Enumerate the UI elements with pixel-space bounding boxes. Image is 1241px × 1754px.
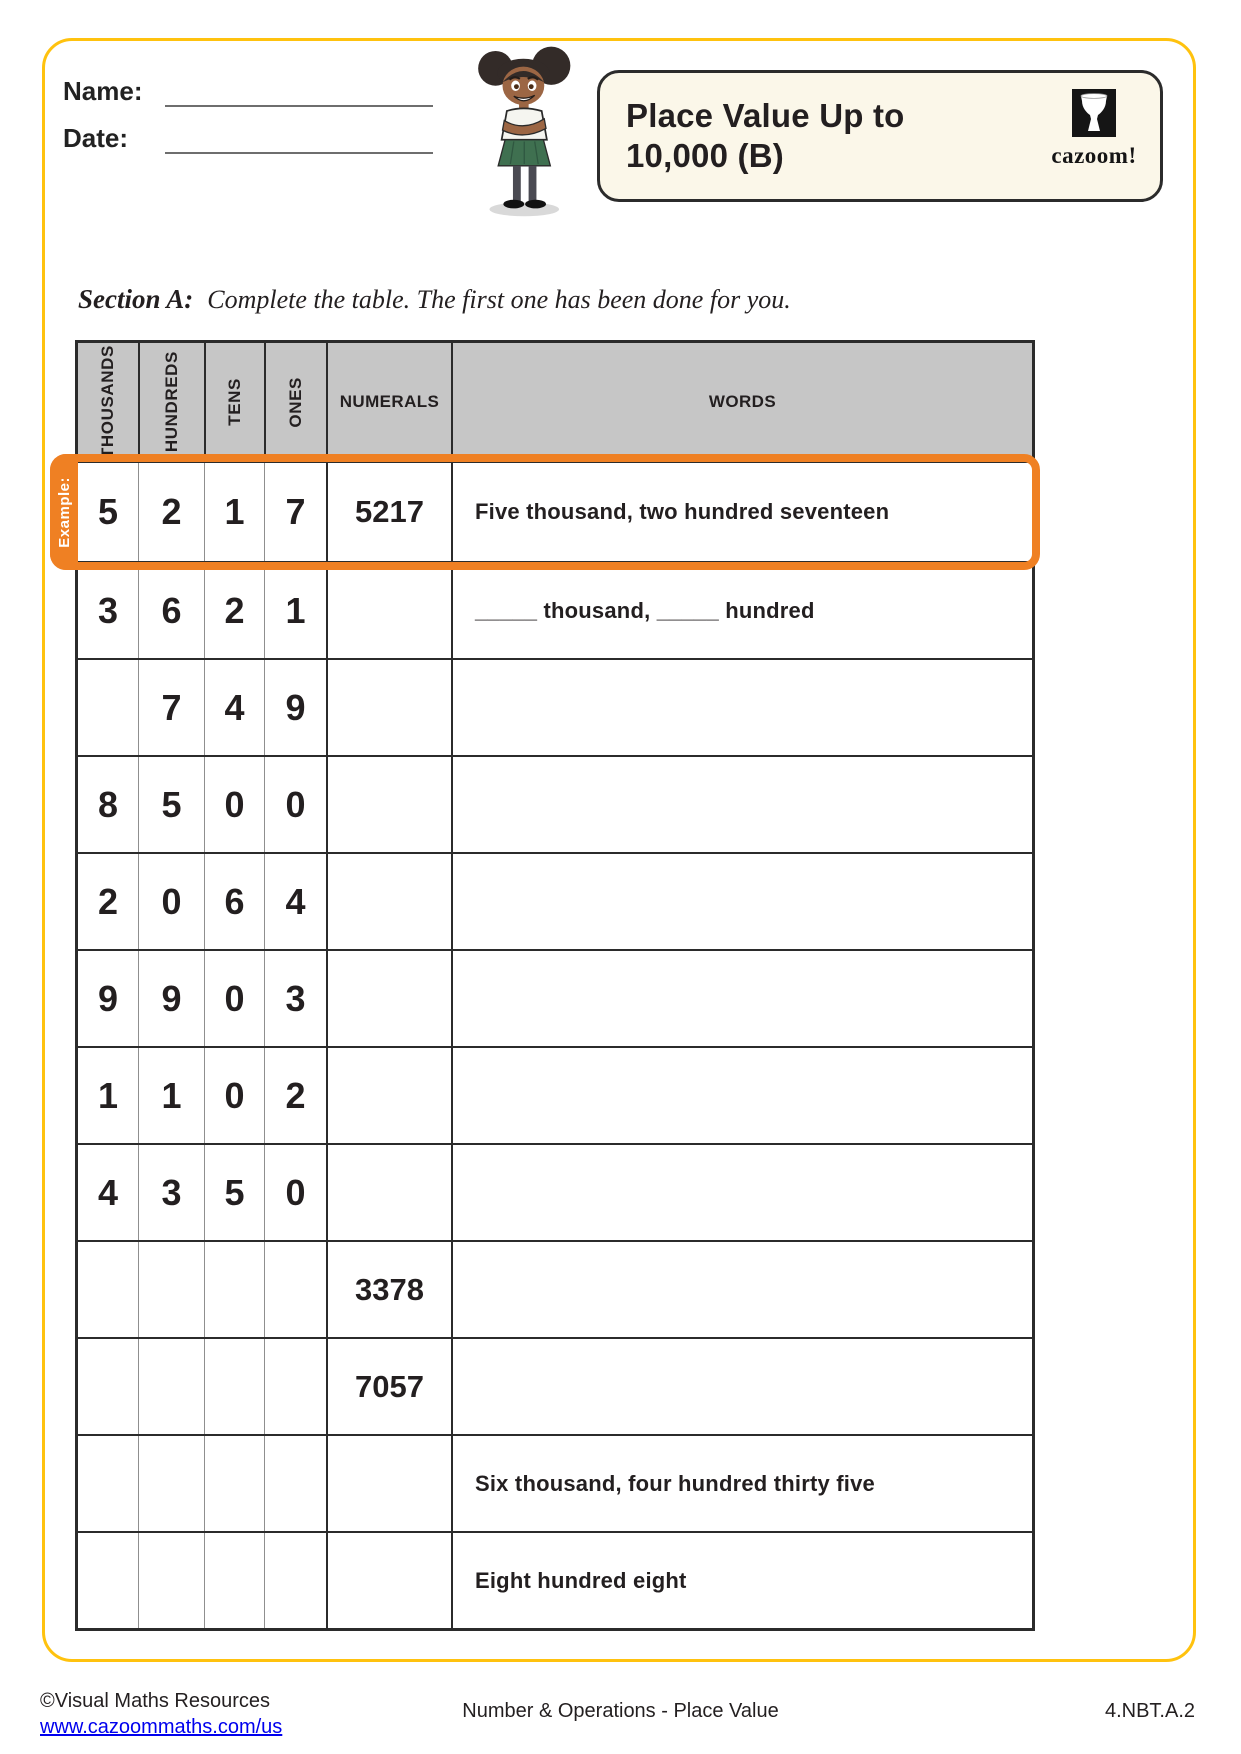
hundreds-cell: 0 — [138, 854, 204, 949]
thousands-cell: 8 — [97, 783, 119, 825]
ones-cell[interactable] — [264, 1242, 326, 1337]
ones-cell: 1 — [264, 563, 326, 658]
tens-cell: 6 — [204, 854, 264, 949]
worksheet-title-line2: 10,000 (B) — [626, 137, 784, 174]
footer-topic: Number & Operations - Place Value — [462, 1700, 779, 1722]
section-a-heading — [78, 284, 791, 315]
thousands-cell: 4 — [97, 1171, 119, 1213]
numerals-cell: 5217 — [326, 463, 451, 561]
ones-header: ONES — [264, 343, 326, 461]
words-cell: Six thousand, four hundred thirty five — [451, 1436, 1032, 1531]
tens-cell[interactable] — [204, 1436, 264, 1531]
thousands-header: THOUSANDS — [98, 345, 117, 459]
ones-cell[interactable] — [264, 1436, 326, 1531]
date-label: Date: — [63, 123, 129, 153]
thousands-cell: 9 — [97, 977, 119, 1019]
example-row — [55, 461, 1032, 561]
ones-cell: 0 — [264, 1145, 326, 1240]
words-cell[interactable] — [451, 854, 1032, 949]
worksheet-title-box — [597, 70, 1163, 202]
date-input-line[interactable] — [165, 126, 433, 154]
thousands-cell: 1 — [97, 1074, 119, 1116]
footer-standard-code: 4.NBT.A.2 — [1104, 1700, 1195, 1722]
numerals-cell[interactable] — [326, 1436, 451, 1531]
name-input-line[interactable] — [165, 79, 433, 107]
table-row — [78, 1046, 1032, 1143]
thousands-cell[interactable] — [78, 1533, 138, 1628]
copyright-text: ©Visual Maths Resources — [40, 1690, 271, 1712]
numerals-cell[interactable] — [326, 1145, 451, 1240]
djembe-drum-icon — [1072, 89, 1116, 142]
table-row — [78, 1337, 1032, 1434]
numerals-cell[interactable] — [326, 757, 451, 852]
numerals-header: NUMERALS — [326, 343, 451, 461]
numerals-cell: 3378 — [326, 1242, 451, 1337]
hundreds-cell: 6 — [138, 563, 204, 658]
words-cell: Eight hundred eight — [451, 1533, 1032, 1628]
ones-cell: 4 — [264, 854, 326, 949]
worksheet-title — [600, 96, 905, 177]
tens-cell[interactable] — [204, 1339, 264, 1434]
tens-header: TENS — [204, 343, 264, 461]
table-row — [78, 1434, 1032, 1531]
hundreds-cell: 9 — [138, 951, 204, 1046]
ones-cell[interactable] — [264, 1533, 326, 1628]
tens-cell: 4 — [204, 660, 264, 755]
worksheet-title-line1: Place Value Up to — [626, 96, 905, 134]
tens-cell[interactable] — [204, 1242, 264, 1337]
hundreds-cell: 1 — [138, 1048, 204, 1143]
tens-cell: 5 — [204, 1145, 264, 1240]
words-cell[interactable] — [451, 1048, 1032, 1143]
hundreds-cell: 7 — [138, 660, 204, 755]
hundreds-cell[interactable] — [138, 1339, 204, 1434]
table-row — [78, 561, 1032, 658]
numerals-cell[interactable] — [326, 1048, 451, 1143]
tens-cell: 2 — [204, 563, 264, 658]
table-row — [78, 949, 1032, 1046]
cazoom-logo — [1042, 89, 1146, 169]
thousands-cell: 2 — [97, 880, 119, 922]
tens-cell: 0 — [204, 1048, 264, 1143]
thousands-cell: 3 — [97, 589, 119, 631]
ones-cell: 3 — [264, 951, 326, 1046]
words-cell[interactable] — [451, 1339, 1032, 1434]
table-row — [78, 852, 1032, 949]
cazoommaths-link[interactable]: www.cazoommaths.com/us — [40, 1716, 283, 1738]
words-cell[interactable] — [451, 757, 1032, 852]
numerals-cell: 7057 — [326, 1339, 451, 1434]
student-mascot-illustration — [460, 44, 592, 218]
thousands-cell[interactable] — [78, 1436, 138, 1531]
tens-cell: 0 — [204, 757, 264, 852]
hundreds-cell: 5 — [138, 757, 204, 852]
name-date-block — [63, 76, 433, 170]
tens-cell[interactable] — [204, 1533, 264, 1628]
thousands-cell[interactable] — [78, 660, 138, 755]
thousands-cell[interactable] — [78, 1242, 138, 1337]
section-label: Section A: — [78, 284, 194, 314]
hundreds-cell[interactable] — [138, 1533, 204, 1628]
name-label: Name: — [63, 76, 143, 106]
thousands-cell[interactable] — [78, 1339, 138, 1434]
numerals-cell[interactable] — [326, 563, 451, 658]
hundreds-cell: 2 — [138, 463, 204, 561]
hundreds-cell[interactable] — [138, 1242, 204, 1337]
ones-cell: 7 — [264, 463, 326, 561]
tens-cell: 1 — [204, 463, 264, 561]
section-instruction: Complete the table. The first one has been done for you. — [207, 285, 791, 314]
ones-cell: 0 — [264, 757, 326, 852]
hundreds-cell: 3 — [138, 1145, 204, 1240]
cazoom-logo-text: cazoom! — [1051, 143, 1137, 168]
words-cell[interactable] — [451, 1242, 1032, 1337]
thousands-cell: 5 — [97, 491, 119, 532]
words-cell[interactable]: _____ thousand, _____ hundred — [451, 563, 1032, 658]
ones-cell[interactable] — [264, 1339, 326, 1434]
ones-cell: 9 — [264, 660, 326, 755]
girl-cartoon-icon — [460, 44, 592, 218]
ones-cell: 2 — [264, 1048, 326, 1143]
example-label: Example: — [55, 476, 73, 548]
table-row — [78, 1240, 1032, 1337]
hundreds-header: HUNDREDS — [138, 343, 204, 461]
hundreds-cell[interactable] — [138, 1436, 204, 1531]
place-value-table — [55, 340, 1035, 1631]
table-row — [78, 658, 1032, 755]
words-cell[interactable] — [451, 951, 1032, 1046]
tens-cell: 0 — [204, 951, 264, 1046]
table-row — [78, 1531, 1032, 1628]
example-tab — [50, 454, 78, 570]
table-row — [78, 755, 1032, 852]
numerals-cell[interactable] — [326, 660, 451, 755]
words-cell: Five thousand, two hundred seventeen — [451, 463, 1032, 561]
table-row — [78, 1143, 1032, 1240]
words-cell[interactable] — [451, 660, 1032, 755]
table-header-row — [78, 343, 1032, 461]
words-cell[interactable] — [451, 1145, 1032, 1240]
numerals-cell[interactable] — [326, 1533, 451, 1628]
numerals-cell[interactable] — [326, 951, 451, 1046]
numerals-cell[interactable] — [326, 854, 451, 949]
words-header: WORDS — [451, 343, 1032, 461]
